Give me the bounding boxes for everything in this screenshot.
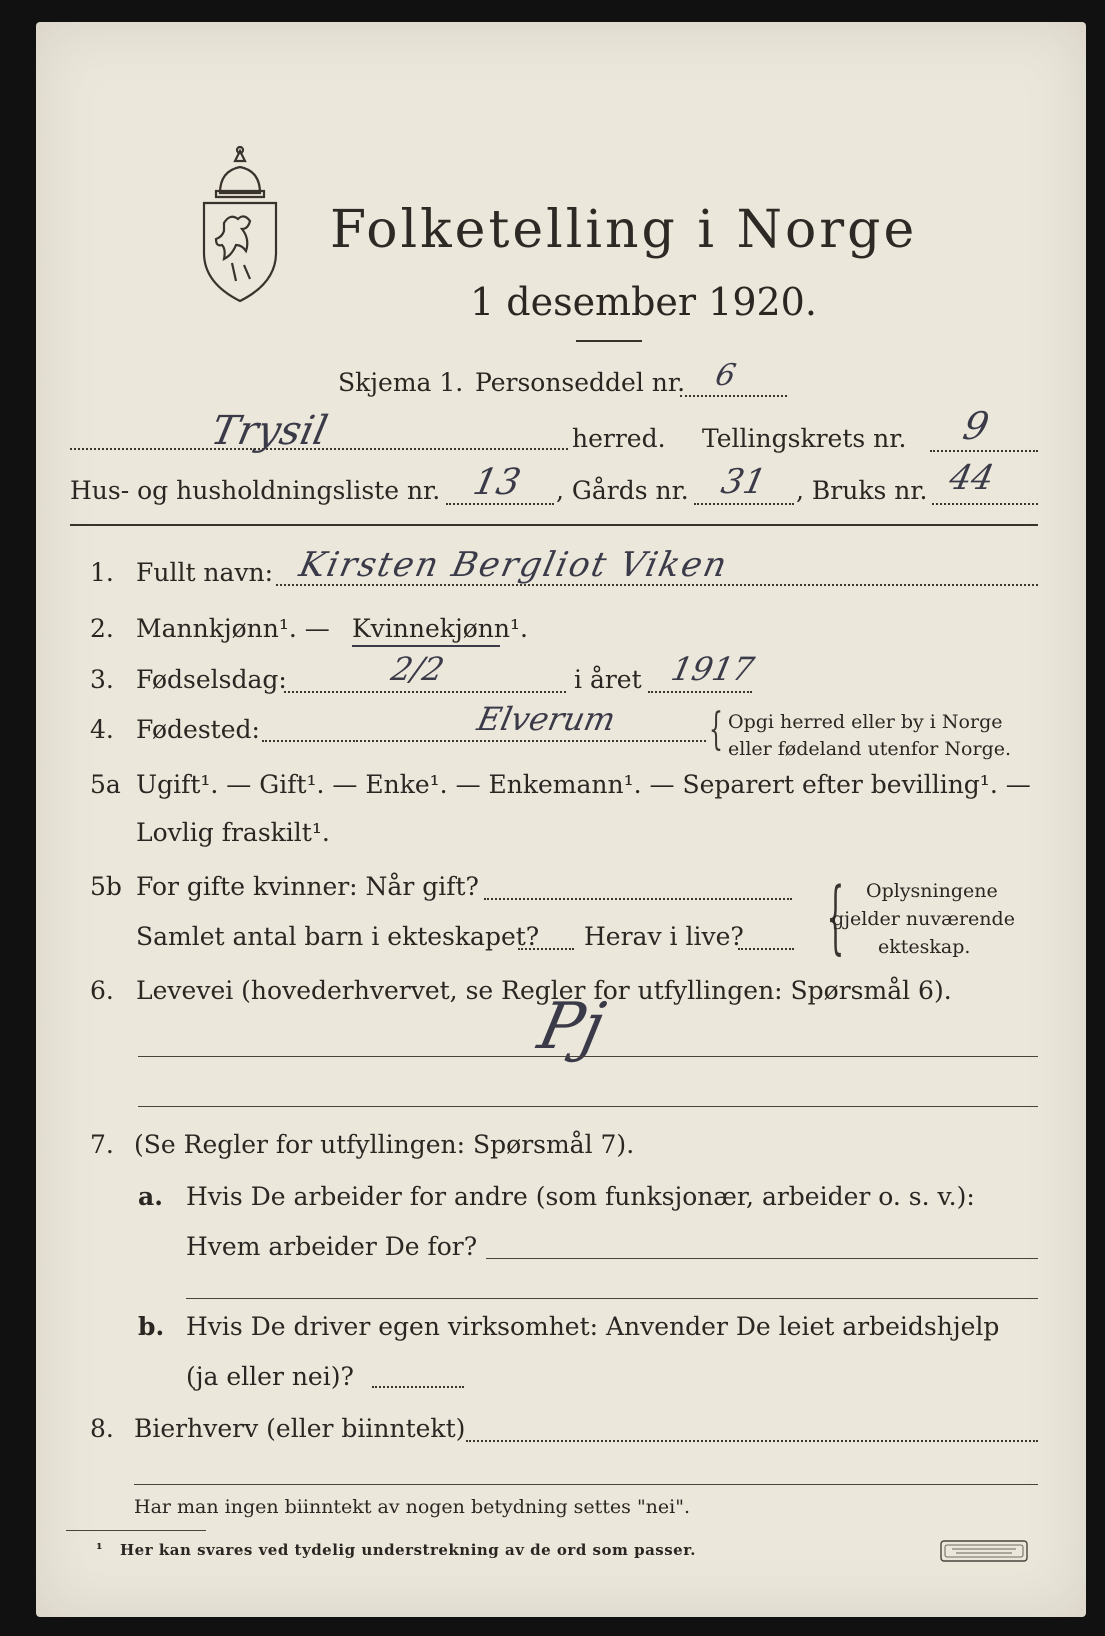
q7b-yes-no-label: (ja eller nei)? <box>186 1362 354 1391</box>
q3-number: 3. <box>90 665 114 694</box>
hus-value[interactable]: 13 <box>469 462 525 503</box>
q7b-question: Hvis De driver egen virksomhet: Anvender De leiet arbeidshjelp <box>186 1312 1000 1341</box>
q5b-children-field-line <box>518 948 574 950</box>
q8-note: Har man ingen biinntekt av nogen betydning settes "nei". <box>134 1496 691 1518</box>
q5b-number: 5b <box>90 872 122 901</box>
bruks-value[interactable]: 44 <box>945 458 998 498</box>
q4-number: 4. <box>90 715 114 744</box>
q5b-alive-label: Herav i live? <box>584 922 744 951</box>
q5b-children-label: Samlet antal barn i ekteskapet? <box>136 922 540 951</box>
herred-field-line <box>70 448 568 450</box>
q7b-letter: b. <box>138 1312 165 1341</box>
q6-answer-line2 <box>138 1106 1038 1107</box>
q3-year-label: i året <box>574 665 642 694</box>
q5b-married-label: For gifte kvinner: Når gift? <box>136 872 479 901</box>
q5b-note-line2: gjelder nuværende <box>832 908 1015 930</box>
hus-field-line <box>446 503 554 505</box>
gards-value[interactable]: 31 <box>717 462 770 502</box>
q7a-letter: a. <box>138 1182 163 1211</box>
q5b-note-line1: Oplysningene <box>866 880 998 902</box>
bruks-field-line <box>932 503 1038 505</box>
q4-brace: { <box>709 704 723 755</box>
q7-number: 7. <box>90 1130 114 1159</box>
q6-label: Levevei (hovederhvervet, se Regler for utfyllingen: Spørsmål 6). <box>136 976 952 1005</box>
hus-label: Hus- og husholdningsliste nr. <box>70 476 441 505</box>
q3-year-field-line <box>648 691 752 693</box>
q5b-alive-field-line <box>738 948 794 950</box>
q2-female-option[interactable]: Kvinnekjønn¹. <box>352 614 528 643</box>
form-title: Folketelling i Norge <box>330 200 918 260</box>
coat-of-arms-icon <box>194 145 286 305</box>
q5b-brace: { <box>826 870 845 963</box>
q4-value[interactable]: Elverum <box>473 700 619 738</box>
q4-note-line2: eller fødeland utenfor Norge. <box>728 738 1012 760</box>
q5b-note-line3: ekteskap. <box>878 936 971 958</box>
q4-label: Fødested: <box>136 715 260 744</box>
personseddel-label: Personseddel nr. <box>475 368 686 397</box>
q7b-yes-no-field-line <box>372 1386 464 1388</box>
title-divider <box>576 340 642 342</box>
q1-label: Fullt navn: <box>136 558 274 587</box>
q5a-number: 5a <box>90 770 121 799</box>
gards-label: , Gårds nr. <box>556 476 689 505</box>
q6-number: 6. <box>90 976 114 1005</box>
q3-field-line <box>284 691 566 693</box>
q5b-married-field-line <box>484 898 792 900</box>
q1-value[interactable]: Kirsten Bergliot Viken <box>295 545 732 585</box>
personseddel-value[interactable]: 6 <box>712 358 739 393</box>
q8-field-line <box>466 1440 1038 1442</box>
personseddel-field-line <box>680 395 787 397</box>
q2-male-option[interactable]: Mannkjønn¹. — <box>136 614 330 643</box>
q4-note-line1: Opgi herred eller by i Norge <box>728 711 1003 733</box>
q7a-employer-label: Hvem arbeider De for? <box>186 1232 478 1261</box>
q3-label: Fødselsdag: <box>136 665 287 694</box>
q5a-options-line1[interactable]: Ugift¹. — Gift¹. — Enke¹. — Enkemann¹. — Separert efter bevilling¹. — <box>136 770 1031 799</box>
q4-field-line <box>360 740 706 742</box>
herred-value[interactable]: Trysil <box>207 408 332 454</box>
q8-number: 8. <box>90 1414 114 1443</box>
q7a-employer-field-line <box>486 1258 1038 1259</box>
header-separator <box>70 524 1038 526</box>
bruks-label: , Bruks nr. <box>796 476 928 505</box>
q6-value[interactable]: Pj <box>532 990 611 1064</box>
q8-label: Bierhverv (eller biinntekt) <box>134 1414 466 1443</box>
printer-stamp-icon <box>940 1540 1028 1562</box>
q3-year-value[interactable]: 1917 <box>667 650 758 688</box>
tellingskrets-field-line <box>930 450 1038 452</box>
schema-label: Skjema 1. <box>338 368 464 397</box>
q3-value[interactable]: 2/2 <box>387 650 448 688</box>
q8-field-line2 <box>134 1484 1038 1485</box>
q4-field-line-left <box>262 740 358 742</box>
q1-number: 1. <box>90 558 114 587</box>
q7a-question: Hvis De arbeider for andre (som funksjonær, arbeider o. s. v.): <box>186 1182 975 1211</box>
q6-answer-line1 <box>138 1056 1038 1057</box>
footnote-divider <box>66 1530 206 1531</box>
q2-female-underline <box>352 645 500 647</box>
footnote-mark: ¹ <box>96 1540 104 1558</box>
tellingskrets-value[interactable]: 9 <box>959 404 993 448</box>
herred-label: herred. <box>572 424 666 453</box>
footnote-text: Her kan svares ved tydelig understrekning av de ord som passer. <box>120 1541 696 1559</box>
form-date: 1 desember 1920. <box>470 280 817 324</box>
q2-number: 2. <box>90 614 114 643</box>
q7-label: (Se Regler for utfyllingen: Spørsmål 7). <box>134 1130 635 1159</box>
tellingskrets-label: Tellingskrets nr. <box>702 424 907 453</box>
q7a-employer-field-line2 <box>186 1298 1038 1299</box>
q5a-options-line2[interactable]: Lovlig fraskilt¹. <box>136 818 330 847</box>
gards-field-line <box>694 503 794 505</box>
